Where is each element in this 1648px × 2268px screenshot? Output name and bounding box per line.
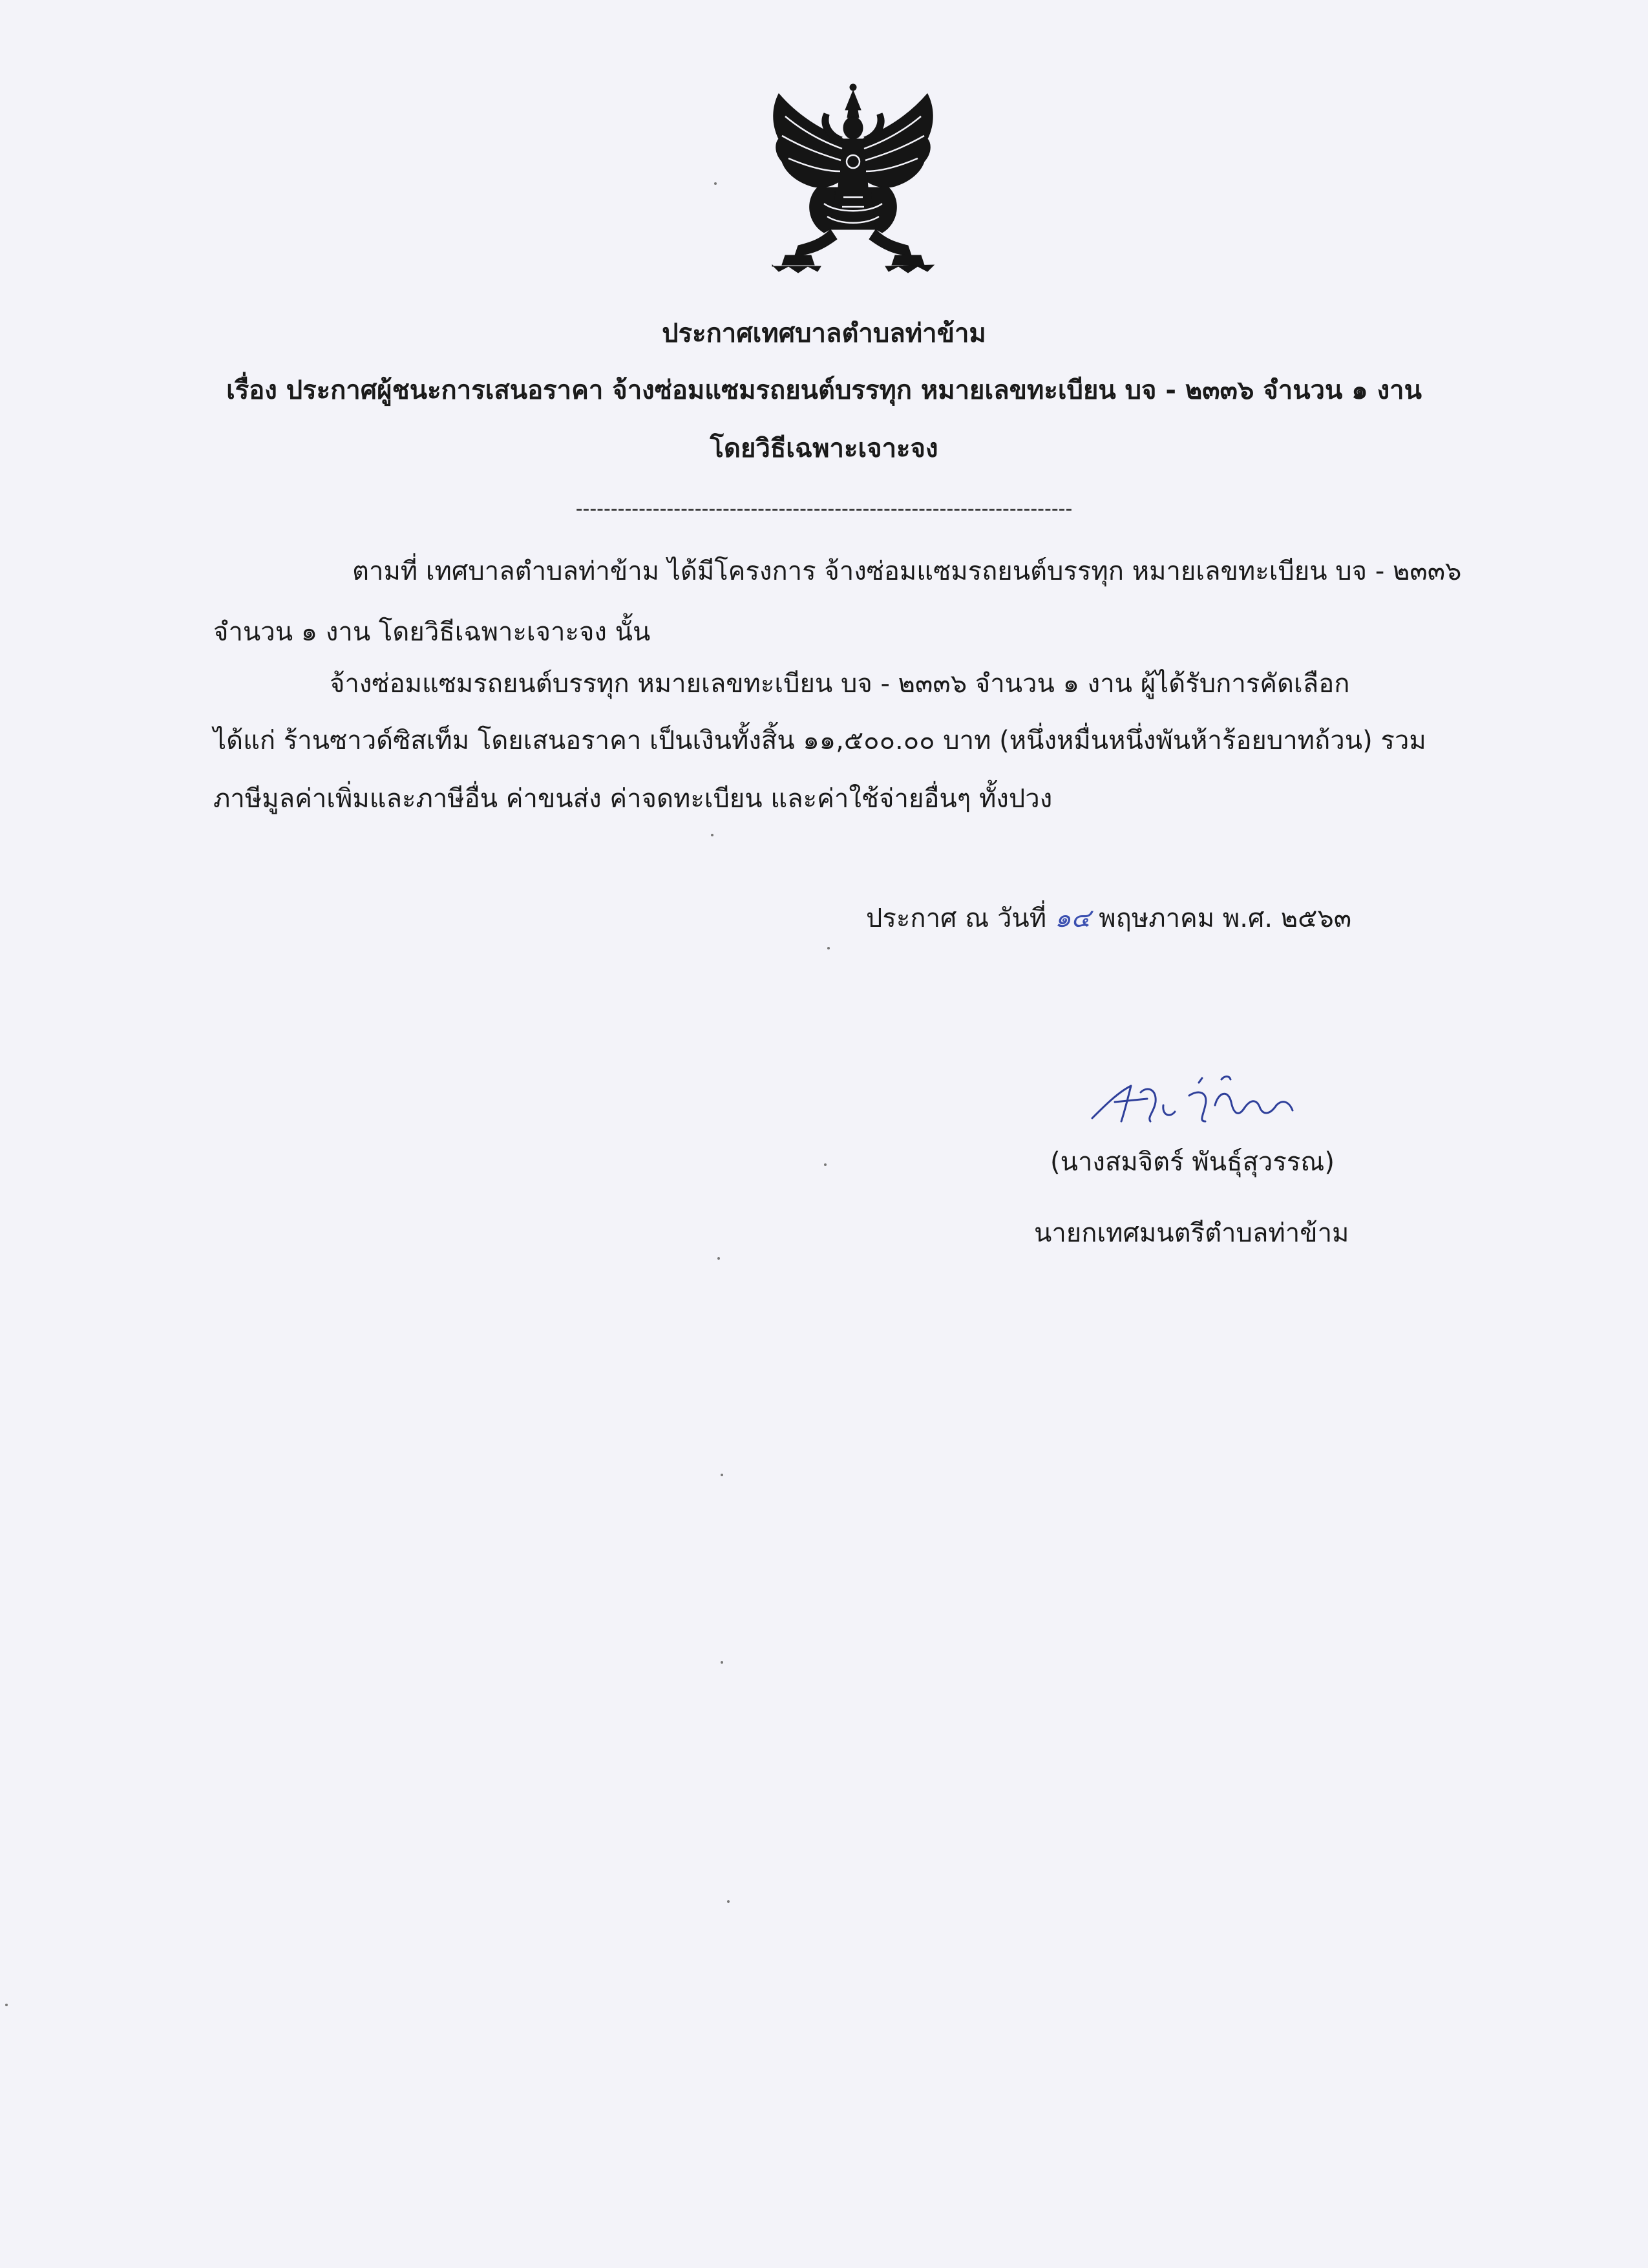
scan-speck [827,947,830,949]
scan-speck [721,1661,723,1664]
garuda-emblem-icon [759,78,947,291]
scan-speck [5,2004,8,2006]
paragraph-2-line-3: ภาษีมูลค่าเพิ่มและภาษีอื่น ค่าขนส่ง ค่าจดทะเบียน และค่าใช้จ่ายอื่นๆ ทั้งปวง [213,784,1053,814]
announcement-date [866,900,1351,937]
paragraph-1-line-2: จำนวน ๑ งาน โดยวิธีเฉพาะเจาะจง นั้น [213,617,651,647]
subject-line-1: เรื่อง ประกาศผู้ชนะการเสนอราคา จ้างซ่อมแซมรถยนต์บรรทุก หมายเลขทะเบียน บจ - ๒๓๓๖ จำนวน ๑ งาน [226,376,1422,405]
scan-speck [721,1474,723,1476]
date-prefix: ประกาศ ณ วันที่ [866,904,1047,933]
handwritten-signature-icon [1086,1066,1305,1138]
paragraph-2-line-2: ได้แก่ ร้านซาวด์ซิสเท็ม โดยเสนอราคา เป็นเงินทั้งสิ้น ๑๑,๕๐๐.๐๐ บาท (หนึ่งหมื่นหนึ่งพันห้าร้อยบาทถ้วน) รวม [213,726,1426,756]
scan-speck [714,182,717,185]
paragraph-2-line-1: จ้างซ่อมแซมรถยนต์บรรทุก หมายเลขทะเบียน บจ - ๒๓๓๖ จำนวน ๑ งาน ผู้ได้รับการคัดเลือก [330,669,1350,699]
divider-line: ----------------------------------------------------------------------- [575,498,1073,520]
issuer-heading: ประกาศเทศบาลตำบลท่าข้าม [662,319,986,348]
signatory-name: (นางสมจิตร์ พันธุ์สุวรรณ) [1050,1147,1335,1177]
paragraph-1-line-1: ตามที่ เทศบาลตำบลท่าข้าม ได้มีโครงการ จ้างซ่อมแซมรถยนต์บรรทุก หมายเลขทะเบียน บจ - ๒๓๓๖ [352,556,1462,586]
scan-speck [727,1900,730,1903]
date-month-year: พฤษภาคม พ.ศ. ๒๕๖๓ [1099,904,1352,933]
scan-speck [717,1257,720,1260]
scan-speck [824,1163,827,1166]
scan-speck [711,834,713,836]
signatory-position: นายกเทศมนตรีตำบลท่าข้าม [1034,1218,1349,1248]
date-day: ๑๔ [1054,904,1091,933]
subject-line-2: โดยวิธีเฉพาะเจาะจง [710,434,938,463]
